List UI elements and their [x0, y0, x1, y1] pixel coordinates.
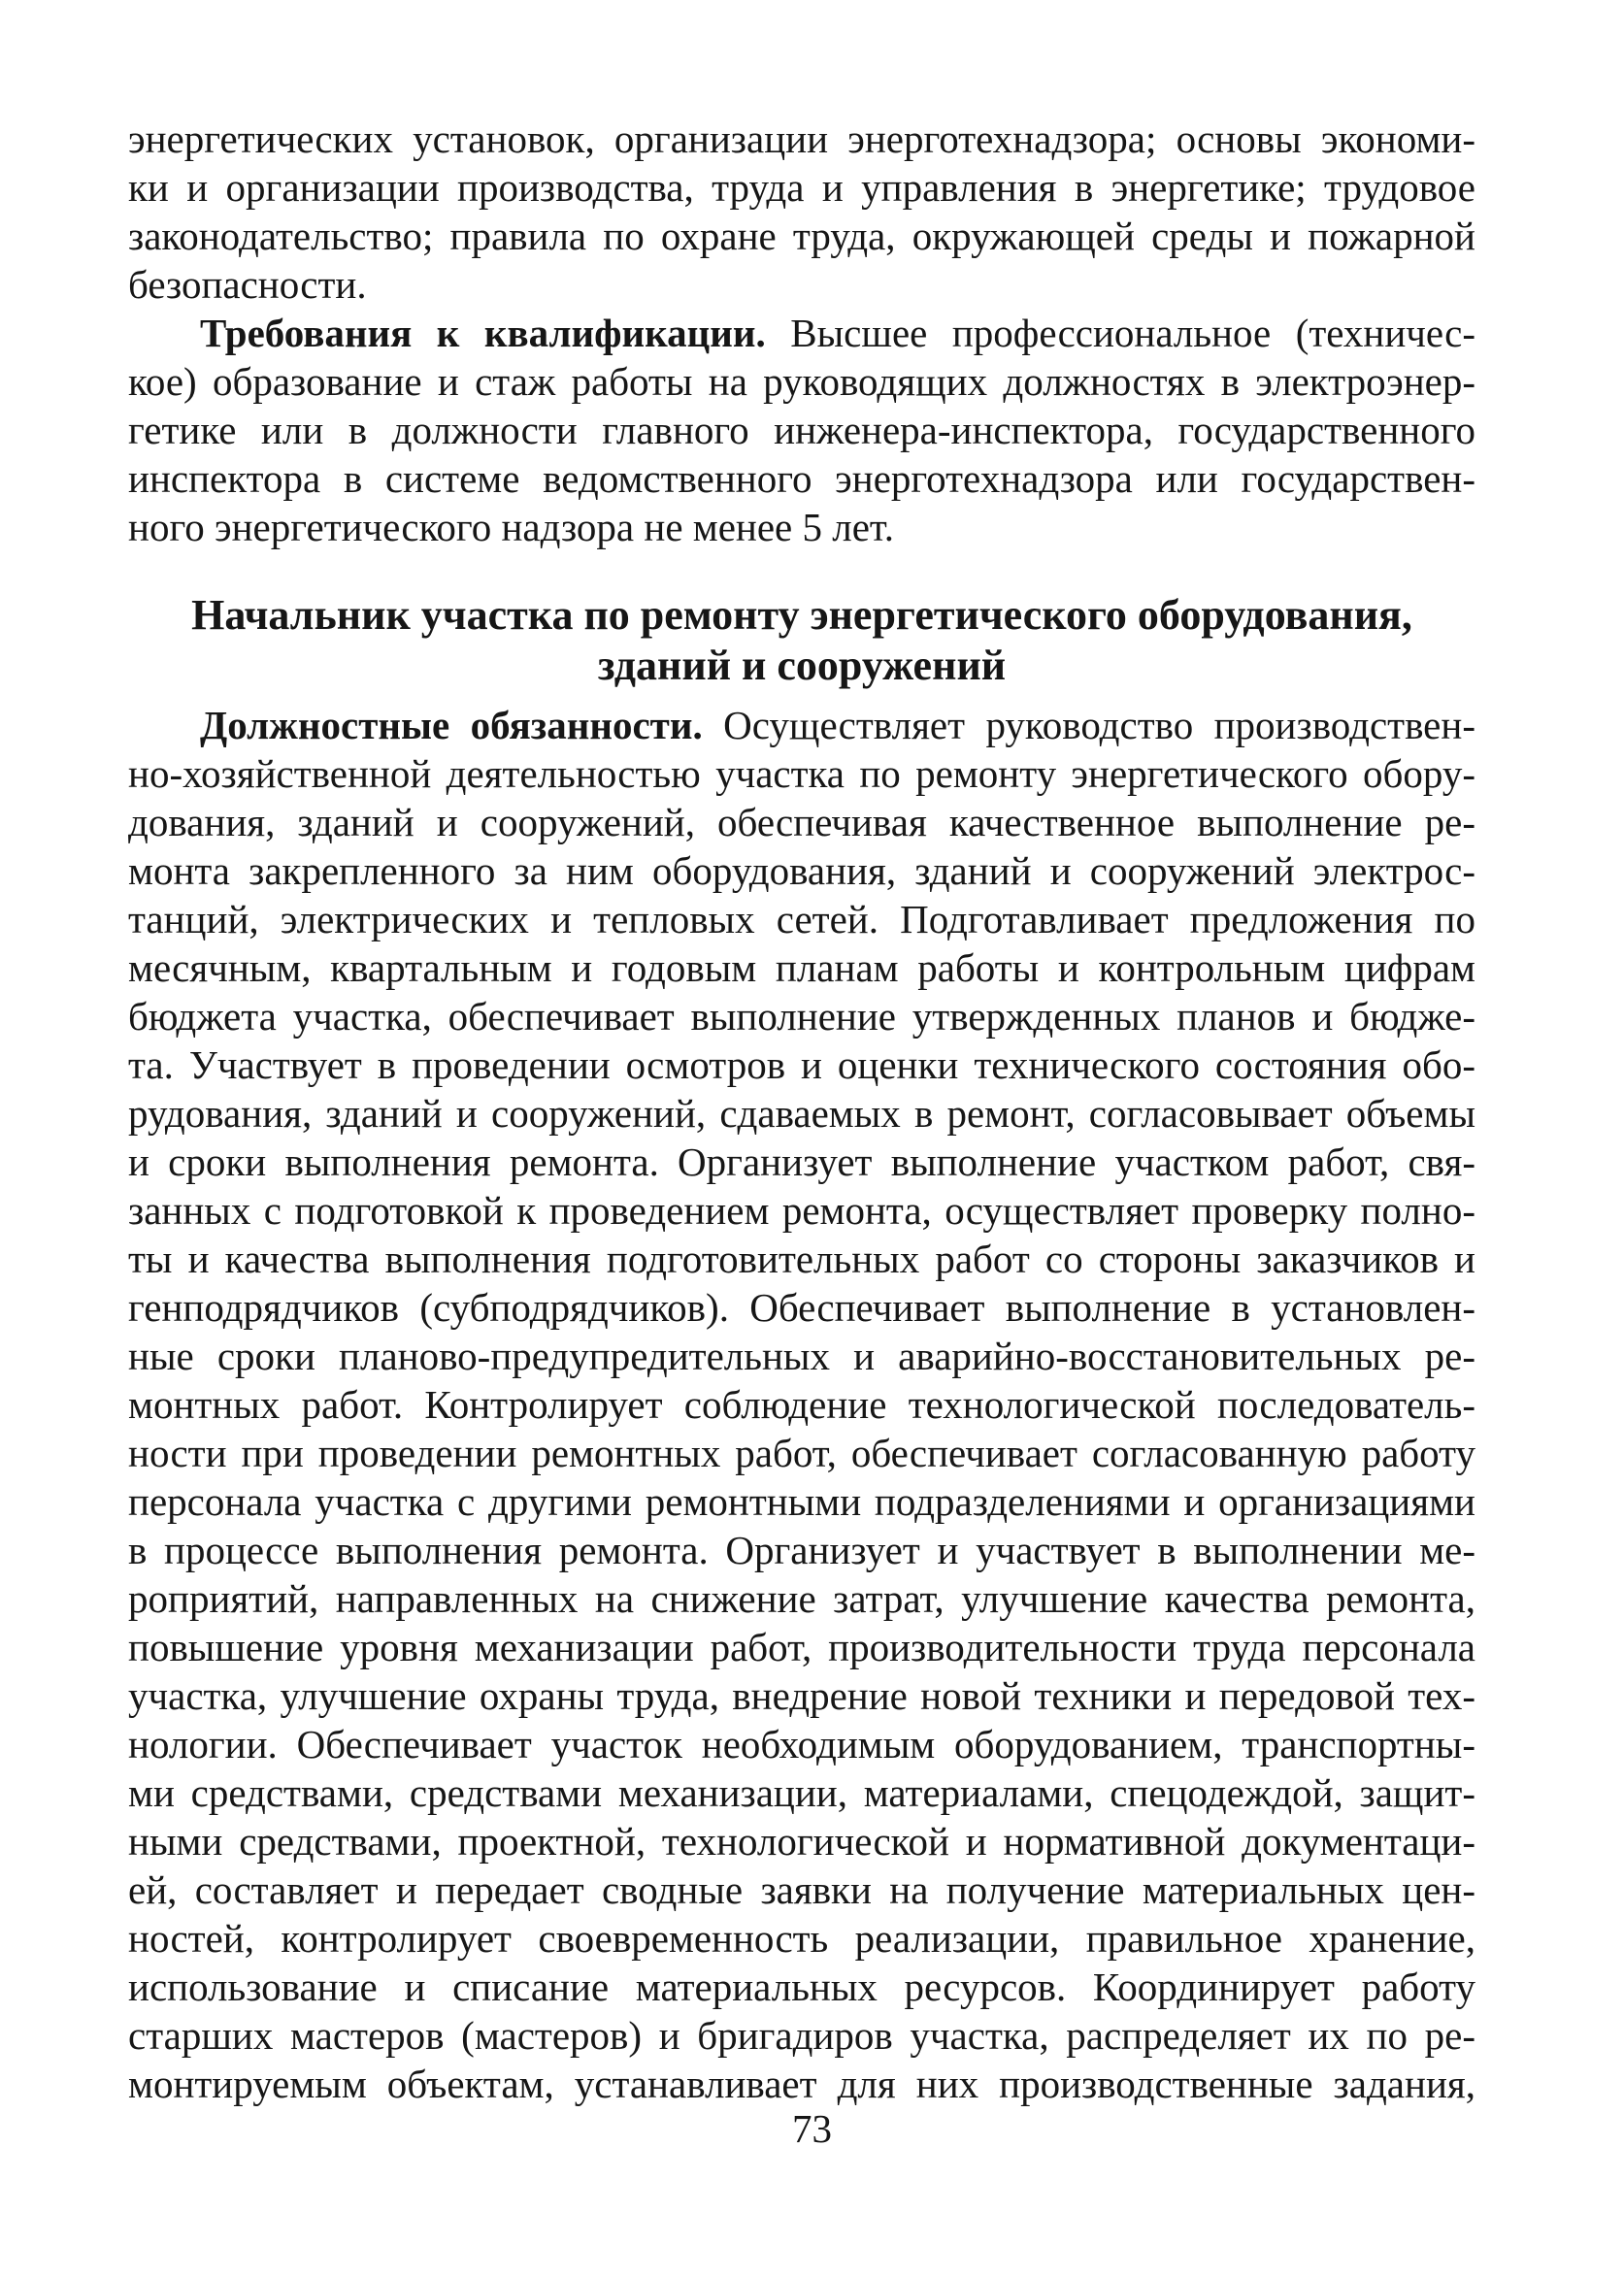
duties-line: монта закрепленного за ним оборудования, зданий и сооружений электрос- — [128, 848, 1475, 893]
section-heading-line: Начальник участка по ремонту энергетического оборудования, — [191, 591, 1412, 639]
intro-paragraph — [128, 115, 1475, 309]
qualification-lead: Требования к квалификации. — [200, 311, 766, 355]
duties-line: монтных работ. Контролирует соблюдение технологической последователь- — [128, 1382, 1475, 1427]
duties-line: ностей, контролирует своевременность реализации, правильное хранение, — [128, 1916, 1475, 1961]
duties-paragraph — [128, 701, 1475, 2108]
qualification-line: кое) образование и стаж работы на руководящих должностях в электроэнер- — [128, 359, 1475, 404]
spacer — [128, 551, 1475, 590]
spacer — [128, 691, 1475, 701]
duties-line: участка, улучшение охраны труда, внедрение новой техники и передовой тех- — [128, 1673, 1475, 1718]
duties-line: но-хозяйственной деятельностью участка по ремонту энергетического обору- — [128, 751, 1475, 796]
qualification-paragraph — [128, 309, 1475, 551]
text-column — [128, 115, 1475, 2108]
duties-line: ей, составляет и передает сводные заявки на получение материальных цен- — [128, 1867, 1475, 1912]
duties-lead: Должностные обязанности. — [200, 703, 703, 747]
duties-line: монтируемым объектам, устанавливает для них производственные задания, — [128, 2062, 1475, 2106]
intro-line: безопасности. — [128, 262, 367, 307]
qualification-line: ного энергетического надзора не менее 5 лет. — [128, 505, 894, 549]
duties-line: танций, электрических и тепловых сетей. Подготавливает предложения по — [128, 897, 1475, 941]
duties-line: старших мастеров (мастеров) и бригадиров участка, распределяет их по ре- — [128, 2013, 1475, 2058]
section-heading — [128, 590, 1475, 691]
duties-line: роприятий, направленных на снижение затрат, улучшение качества ремонта, — [128, 1576, 1475, 1621]
intro-line: ки и организации производства, труда и управления в энергетике; трудовое — [128, 165, 1475, 210]
duties-first-line — [128, 701, 1475, 749]
duties-line: в процессе выполнения ремонта. Организует и участвует в выполнении ме- — [128, 1528, 1475, 1572]
qualification-line: гетике или в должности главного инженера-инспектора, государственного — [128, 408, 1475, 452]
duties-line: месячным, квартальным и годовым планам работы и контрольным цифрам — [128, 945, 1475, 990]
page-number: 73 — [792, 2106, 832, 2151]
qualification-first-line — [128, 309, 1475, 357]
duties-line: и сроки выполнения ремонта. Организует выполнение участком работ, свя- — [128, 1139, 1475, 1184]
duties-line: ные сроки планово-предупредительных и аварийно-восстановительных ре- — [128, 1334, 1475, 1378]
duties-line: ми средствами, средствами механизации, материалами, спецодеждой, защит- — [128, 1770, 1475, 1815]
duties-line: персонала участка с другими ремонтными подразделениями и организациями — [128, 1479, 1475, 1524]
duties-line: рудования, зданий и сооружений, сдаваемых в ремонт, согласовывает объемы — [128, 1091, 1475, 1136]
section-heading-line: зданий и сооружений — [597, 642, 1007, 689]
duties-line: дования, зданий и сооружений, обеспечивая качественное выполнение ре- — [128, 800, 1475, 844]
duties-line: занных с подготовкой к проведением ремонта, осуществляет проверку полно- — [128, 1188, 1475, 1233]
duties-first-rest: Осуществляет руководство производствен- — [702, 703, 1475, 747]
intro-line: энергетических установок, организации энерготехнадзора; основы экономи- — [128, 116, 1475, 161]
duties-line: ты и качества выполнения подготовительных работ со стороны заказчиков и — [128, 1237, 1475, 1281]
duties-line: бюджета участка, обеспечивает выполнение утвержденных планов и бюдже- — [128, 994, 1475, 1039]
intro-line: законодательство; правила по охране труда, окружающей среды и пожарной — [128, 214, 1475, 258]
duties-line: генподрядчиков (субподрядчиков). Обеспечивает выполнение в установлен- — [128, 1285, 1475, 1330]
duties-line: та. Участвует в проведении осмотров и оценки технического состояния обо- — [128, 1042, 1475, 1087]
duties-line: нологии. Обеспечивает участок необходимым оборудованием, транспортны- — [128, 1722, 1475, 1766]
qualification-line: инспектора в системе ведомственного энерготехнадзора или государствен- — [128, 456, 1475, 501]
duties-line: использование и списание материальных ресурсов. Координирует работу — [128, 1964, 1475, 2009]
duties-line: ными средствами, проектной, технологической и нормативной документаци- — [128, 1819, 1475, 1864]
duties-line: повышение уровня механизации работ, производительности труда персонала — [128, 1625, 1475, 1669]
duties-line: ности при проведении ремонтных работ, обеспечивает согласованную работу — [128, 1431, 1475, 1475]
qualification-first-rest: Высшее профессиональное (техничес- — [765, 311, 1475, 355]
